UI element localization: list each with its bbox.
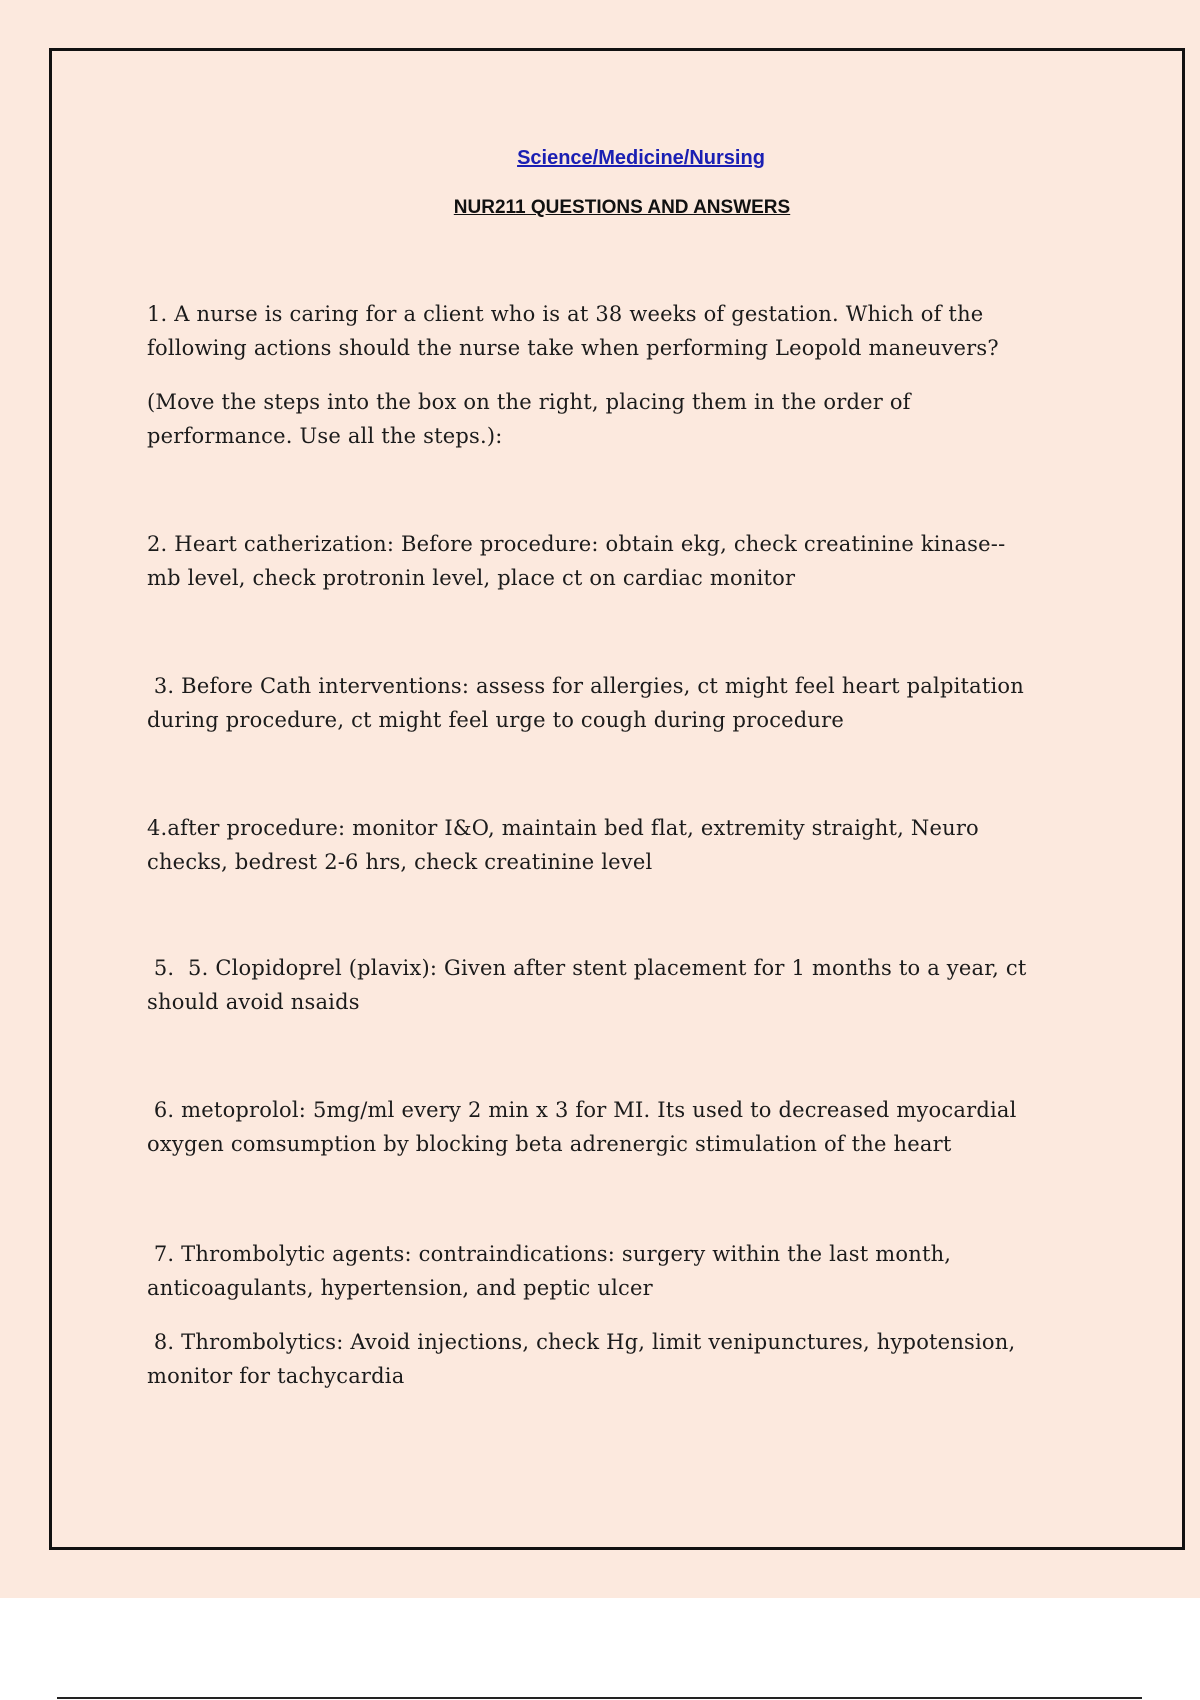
category-link[interactable] — [52, 147, 1182, 170]
question-7-line-1: 7. Thrombolytic agents: contraindications: surgery within the last month, — [147, 1242, 952, 1266]
question-8 — [147, 1325, 1137, 1393]
question-1-instruction — [147, 385, 1137, 453]
question-5-line-2: should avoid nsaids — [147, 990, 360, 1014]
question-6-line-1: 6. metoprolol: 5mg/ml every 2 min x 3 for MI. Its used to decreased myocardial — [147, 1098, 1017, 1122]
question-7-line-2: anticoagulants, hypertension, and peptic ulcer — [147, 1276, 653, 1300]
question-6 — [147, 1093, 1137, 1161]
question-3-line-2: during procedure, ct might feel urge to cough during procedure — [147, 708, 845, 732]
document-frame — [49, 48, 1185, 1550]
question-4-line-2: checks, bedrest 2-6 hrs, check creatinine level — [147, 850, 653, 874]
question-2-line-2: mb level, check protronin level, place ct on cardiac monitor — [147, 566, 796, 590]
question-8-line-2: monitor for tachycardia — [147, 1364, 405, 1388]
question-3 — [147, 669, 1137, 737]
question-8-line-1: 8. Thrombolytics: Avoid injections, check Hg, limit venipunctures, hypotension, — [147, 1330, 1016, 1354]
document-title — [52, 197, 1182, 219]
question-1-line-2: following actions should the nurse take when performing Leopold maneuvers? — [147, 336, 999, 360]
question-1 — [147, 297, 1137, 365]
question-4-line-1: 4.after procedure: monitor I&O, maintain bed flat, extremity straight, Neuro — [147, 816, 979, 840]
footer-divider — [57, 1697, 1142, 1699]
question-1-instruction-line-1: (Move the steps into the box on the right, placing them in the order of — [147, 390, 911, 414]
question-5-line-1: 5. 5. Clopidoprel (plavix): Given after stent placement for 1 months to a year, ct — [147, 956, 1027, 980]
question-2-line-1: 2. Heart catherization: Before procedure: obtain ekg, check creatinine kinase-- — [147, 532, 1006, 556]
question-3-line-1: 3. Before Cath interventions: assess for allergies, ct might feel heart palpitation — [147, 674, 1024, 698]
question-6-line-2: oxygen comsumption by blocking beta adrenergic stimulation of the heart — [147, 1132, 952, 1156]
question-2 — [147, 527, 1137, 595]
question-4 — [147, 811, 1137, 879]
document-title-text: NUR211 QUESTIONS AND ANSWERS — [453, 197, 791, 218]
question-7 — [147, 1237, 1137, 1305]
category-link-text[interactable]: Science/Medicine/Nursing — [517, 147, 765, 169]
question-5 — [147, 951, 1137, 1019]
question-1-instruction-line-2: performance. Use all the steps.): — [147, 424, 503, 448]
question-1-line-1: 1. A nurse is caring for a client who is at 38 weeks of gestation. Which of the — [147, 302, 984, 326]
